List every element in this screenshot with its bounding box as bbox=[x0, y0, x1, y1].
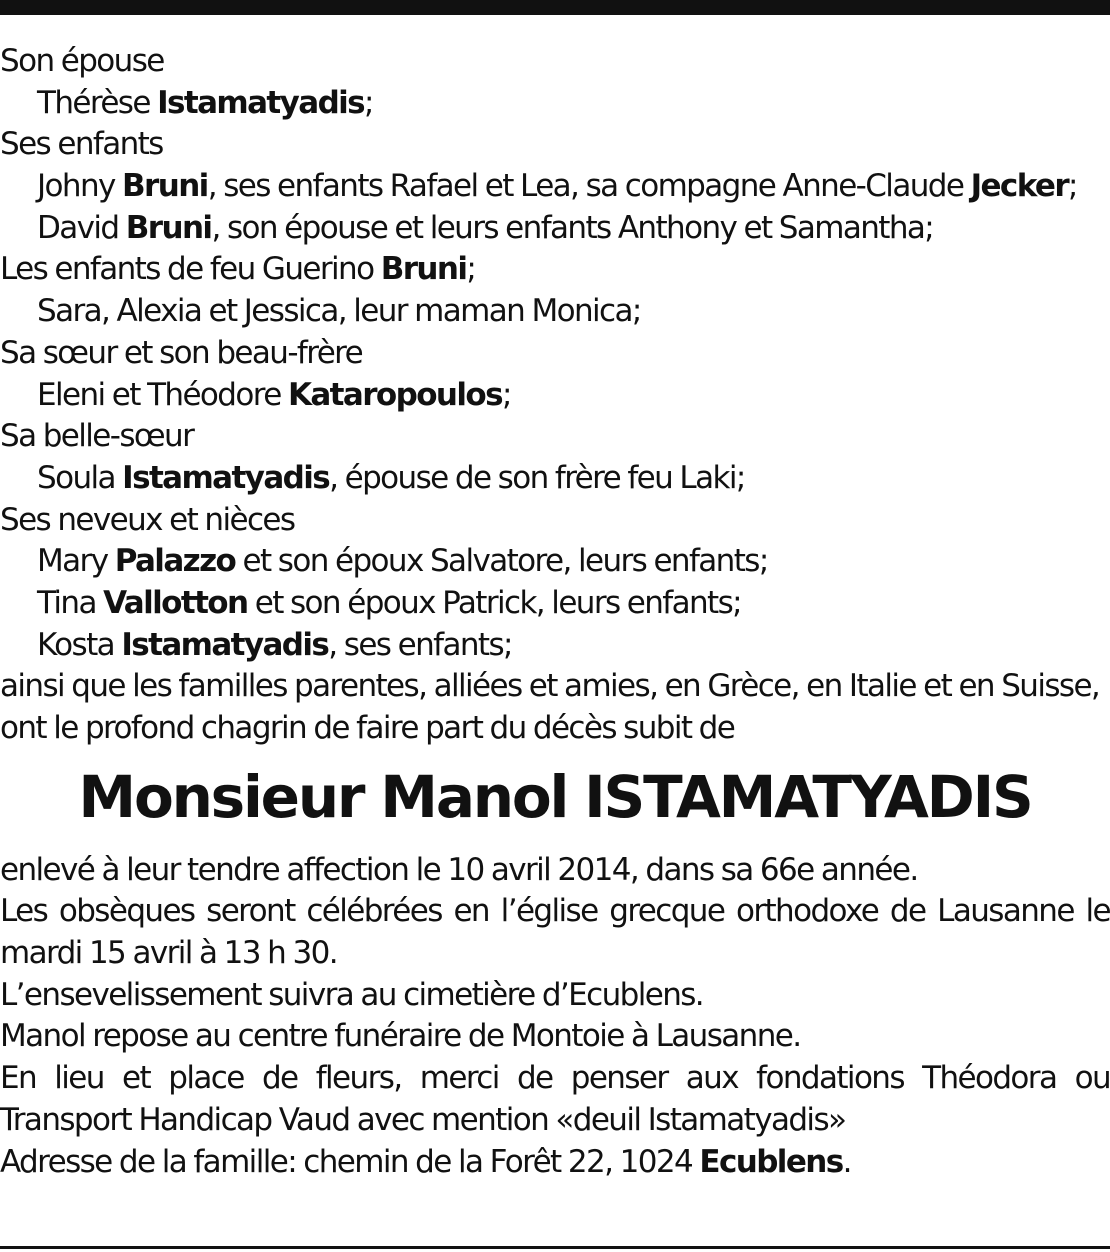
late-child-label bbox=[0, 249, 1110, 291]
relatives-paragraph: ainsi que les familles parentes, alliées et amies, en Grèce, en Italie et en Suisse, bbox=[0, 668, 1100, 705]
nephew-line-2 bbox=[0, 583, 1110, 625]
nephew2-first-name: Tina bbox=[37, 584, 104, 621]
sister-first-names: Eleni et Théodore bbox=[37, 376, 288, 413]
nephew-line-1 bbox=[0, 541, 1110, 583]
nephew1-first-name: Mary bbox=[37, 543, 115, 580]
spouse-label: Son épouse bbox=[0, 43, 164, 79]
spouse-first-name: Thérèse bbox=[37, 84, 158, 121]
sister-in-law-label: Sa belle-sœur bbox=[0, 418, 194, 455]
child2-rest: , son épouse et leurs enfants Anthony et Samantha; bbox=[211, 209, 934, 246]
nephew-line-3 bbox=[0, 625, 1110, 667]
nephew1-last-name: Palazzo bbox=[114, 543, 236, 580]
deceased-name: Monsieur Manol ISTAMATYADIS bbox=[78, 762, 1032, 831]
sister-line bbox=[0, 375, 1110, 417]
children-label: Ses enfants bbox=[0, 126, 163, 163]
child2-first-name: David bbox=[37, 209, 126, 246]
late-child-last-name: Bruni bbox=[380, 251, 467, 288]
grandchildren-line: Sara, Alexia et Jessica, leur maman Monica; bbox=[37, 293, 641, 330]
rest-line: Manol repose au centre funéraire de Montoie à Lausanne. bbox=[0, 1018, 801, 1055]
address-city: Ecublens bbox=[699, 1143, 843, 1180]
sister-in-law-first-name: Soula bbox=[37, 459, 123, 496]
address-end: . bbox=[842, 1143, 851, 1180]
child-line-2 bbox=[0, 208, 1110, 250]
death-line: enlevé à leur tendre affection le 10 avril 2014, dans sa 66e année. bbox=[0, 851, 918, 888]
spouse-end: ; bbox=[364, 84, 373, 121]
bottom-rule bbox=[0, 1246, 1110, 1249]
obituary-notice bbox=[0, 41, 1110, 1183]
nephew1-rest: et son époux Salvatore, leurs enfants; bbox=[235, 543, 768, 580]
burial-line: L’ensevelissement suivra au cimetière d’Ecublens. bbox=[0, 976, 704, 1013]
child-line-1 bbox=[0, 166, 1110, 208]
late-child-text: Les enfants de feu Guerino bbox=[0, 251, 381, 288]
spouse-last-name: Istamatyadis bbox=[157, 84, 365, 121]
child1-rest: , ses enfants Rafael et Lea, sa compagne Anne-Claude bbox=[207, 168, 971, 205]
donation-paragraph: En lieu et place de fleurs, merci de penser aux fondations Théodora ou Transport Handicap Vaud avec mention «deuil Istamatyadis» bbox=[0, 1060, 1110, 1138]
funeral-paragraph: Les obsèques seront célébrées en l’église grecque orthodoxe de Lausanne le mardi 15 avril à 13 h 30. bbox=[0, 893, 1110, 972]
address-text: Adresse de la famille: chemin de la Forêt 22, 1024 bbox=[0, 1143, 700, 1180]
sister-end: ; bbox=[501, 376, 511, 413]
announcement-line: ont le profond chagrin de faire part du décès subit de bbox=[0, 710, 735, 747]
child1-first-name: Johny bbox=[37, 168, 123, 205]
sister-in-law-rest: , épouse de son frère feu Laki; bbox=[329, 459, 745, 496]
child1-last-name: Bruni bbox=[122, 168, 208, 205]
nephew3-rest: , ses enfants; bbox=[328, 626, 512, 663]
spouse-line bbox=[0, 83, 1110, 125]
nephew2-rest: et son époux Patrick, leurs enfants; bbox=[247, 584, 742, 621]
sister-last-name: Kataropoulos bbox=[287, 376, 502, 413]
child2-last-name: Bruni bbox=[125, 209, 212, 246]
nephew2-last-name: Vallotton bbox=[103, 584, 248, 621]
nephews-label: Ses neveux et nièces bbox=[0, 501, 295, 538]
sister-in-law-last-name: Istamatyadis bbox=[122, 459, 330, 496]
child1-partner-last-name: Jecker bbox=[970, 168, 1069, 205]
sister-label: Sa sœur et son beau-frère bbox=[0, 334, 363, 371]
address-line bbox=[0, 1142, 1110, 1184]
sister-in-law-line bbox=[0, 458, 1110, 500]
nephew3-last-name: Istamatyadis bbox=[121, 626, 329, 663]
nephew3-first-name: Kosta bbox=[37, 626, 122, 663]
top-rule bbox=[0, 0, 1110, 15]
late-child-end: ; bbox=[466, 251, 476, 288]
child1-end: ; bbox=[1068, 168, 1077, 205]
